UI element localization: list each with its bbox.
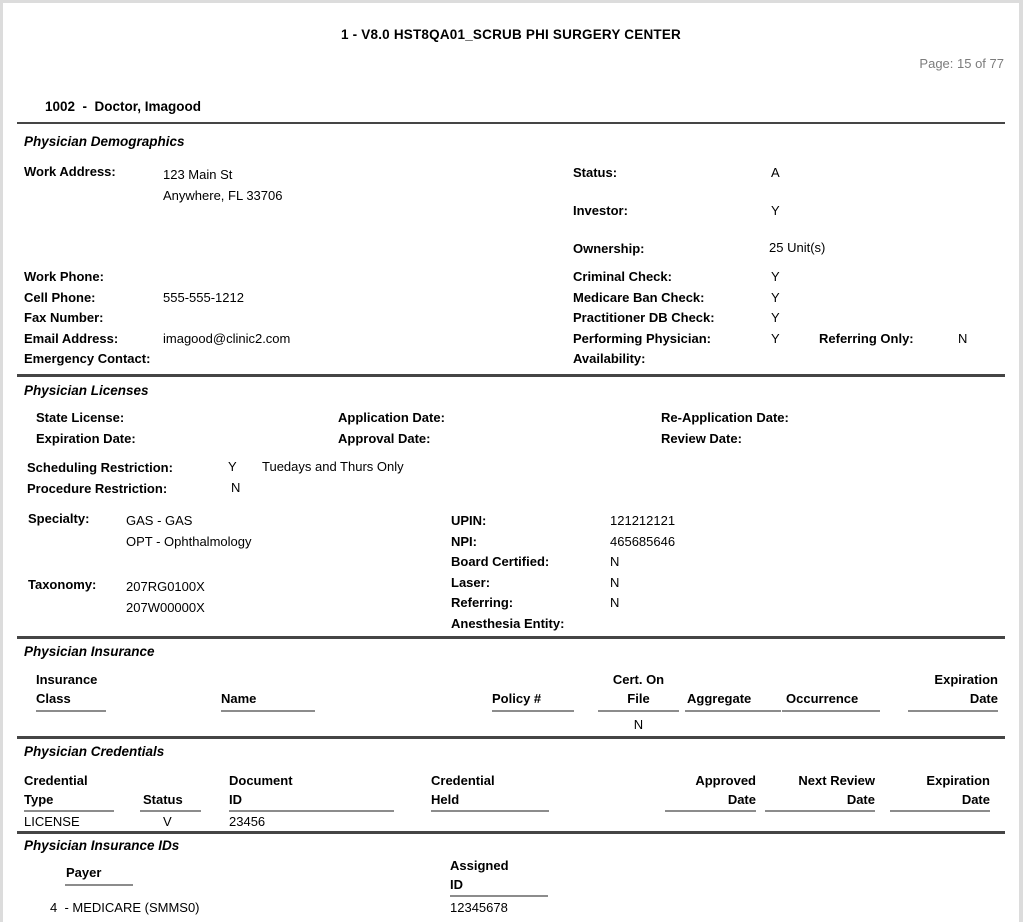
col-name: Name xyxy=(221,691,257,706)
criminal-check-label: Criminal Check: xyxy=(573,269,672,284)
contact-block xyxy=(24,267,290,370)
npi-value: 465685646 xyxy=(610,533,676,549)
col-underline xyxy=(685,710,781,712)
col-approved-l1: Approved xyxy=(695,773,756,788)
board-certified-row xyxy=(451,552,675,573)
cell-phone-label: Cell Phone: xyxy=(24,289,96,305)
performing-physician-row xyxy=(573,329,968,350)
col-underline xyxy=(431,810,549,812)
investor-label: Investor: xyxy=(573,203,628,218)
medicare-ban-check-value: Y xyxy=(771,289,780,305)
insurance-id-row-payer: 4 - MEDICARE (SMMS0) xyxy=(50,900,200,915)
referring-only-label: Referring Only: xyxy=(819,330,914,346)
col-insurance-l1: Insurance xyxy=(36,672,98,687)
criminal-check-row xyxy=(573,267,780,288)
taxonomy-label: Taxonomy: xyxy=(28,577,97,592)
col-credtype-l2: Type xyxy=(24,792,54,807)
col-underline xyxy=(450,895,548,897)
col-cert-l2: File xyxy=(627,691,650,706)
laser-value: N xyxy=(610,574,620,590)
col-assigned-l1: Assigned xyxy=(450,858,509,873)
col-credexp-l1: Expiration xyxy=(926,773,990,788)
referring-row xyxy=(451,593,675,614)
scheduling-restriction-note: Tuedays and Thurs Only xyxy=(262,459,404,474)
col-underline xyxy=(24,810,114,812)
fax-number-label: Fax Number: xyxy=(24,310,104,326)
section-title-licenses: Physician Licenses xyxy=(24,383,149,398)
fax-number-row xyxy=(24,308,290,329)
credential-row-type: LICENSE xyxy=(24,814,80,829)
availability-label: Availability: xyxy=(573,351,646,367)
referring-value: N xyxy=(610,595,620,611)
col-aggregate: Aggregate xyxy=(687,691,752,706)
npi-row xyxy=(451,532,675,553)
work-address-value xyxy=(163,164,282,206)
col-credtype-l1: Credential xyxy=(24,773,88,788)
col-underline xyxy=(229,810,394,812)
work-phone-row xyxy=(24,267,290,288)
col-credexp-l2: Date xyxy=(961,792,990,807)
col-nextreview-l2: Date xyxy=(846,792,875,807)
col-status: Status xyxy=(143,792,183,807)
cell-phone-value: 555-555-1212 xyxy=(163,289,244,305)
col-underline xyxy=(221,710,315,712)
application-date-label: Application Date: xyxy=(338,410,445,425)
upin-row xyxy=(451,511,675,532)
performing-physician-label: Performing Physician: xyxy=(573,330,711,346)
section-title-credentials: Physician Credentials xyxy=(24,744,165,759)
expiration-date-label: Expiration Date: xyxy=(36,431,136,446)
work-address-line1: 123 Main St xyxy=(163,167,233,182)
ownership-label: Ownership: xyxy=(573,241,645,256)
work-address-label: Work Address: xyxy=(24,164,116,179)
col-occurrence: Occurrence xyxy=(786,691,859,706)
checks-block xyxy=(573,267,968,370)
col-underline xyxy=(598,710,679,712)
investor-value: Y xyxy=(771,203,780,218)
col-expiration-l2: Date xyxy=(969,691,998,706)
divider xyxy=(17,122,1005,124)
section-title-demographics: Physician Demographics xyxy=(24,134,185,149)
procedure-restriction-label: Procedure Restriction: xyxy=(27,481,168,496)
email-address-value: imagood@clinic2.com xyxy=(163,330,291,346)
col-cert-l1: Cert. On xyxy=(612,672,665,687)
referring-label: Referring: xyxy=(451,595,514,611)
referring-only-value: N xyxy=(958,330,968,346)
col-underline xyxy=(782,710,880,712)
col-document-l2: ID xyxy=(229,792,242,807)
col-underline xyxy=(65,884,133,886)
emergency-contact-row xyxy=(24,349,290,370)
col-underline xyxy=(765,810,875,812)
status-value: A xyxy=(771,165,780,180)
status-label: Status: xyxy=(573,165,618,180)
email-address-label: Email Address: xyxy=(24,330,119,346)
col-approved-l2: Date xyxy=(727,792,756,807)
physician-heading: 1002 - Doctor, Imagood xyxy=(45,99,202,114)
col-payer: Payer xyxy=(66,865,102,880)
taxonomy-line1: 207RG0100X xyxy=(126,579,205,594)
practitioner-db-check-value: Y xyxy=(771,310,780,326)
ownership-value: 25 Unit(s) xyxy=(769,240,826,255)
col-underline xyxy=(36,710,106,712)
col-underline xyxy=(665,810,756,812)
divider xyxy=(17,736,1005,739)
anesthesia-entity-row xyxy=(451,614,675,635)
scheduling-restriction-value: Y xyxy=(228,459,237,474)
report-title: 1 - V8.0 HST8QA01_SCRUB PHI SURGERY CENTER xyxy=(341,27,681,42)
specialty-line2: OPT - Ophthalmology xyxy=(126,533,252,549)
anesthesia-entity-label: Anesthesia Entity: xyxy=(451,615,565,631)
taxonomy-values xyxy=(126,577,205,618)
col-underline xyxy=(890,810,990,812)
scheduling-restriction-label: Scheduling Restriction: xyxy=(27,460,173,475)
practitioner-db-check-label: Practitioner DB Check: xyxy=(573,310,715,326)
section-title-insurance: Physician Insurance xyxy=(24,644,155,659)
physician-ids-block xyxy=(451,511,675,635)
divider xyxy=(17,374,1005,377)
criminal-check-value: Y xyxy=(771,269,780,284)
board-certified-label: Board Certified: xyxy=(451,554,550,570)
page-indicator: Page: 15 of 77 xyxy=(919,56,1004,71)
practitioner-db-check-row xyxy=(573,308,780,329)
col-credheld-l1: Credential xyxy=(431,773,495,788)
divider xyxy=(17,636,1005,639)
upin-value: 121212121 xyxy=(610,513,676,528)
specialty-line1: GAS - GAS xyxy=(126,513,193,528)
col-underline xyxy=(492,710,574,712)
col-insurance-l2: Class xyxy=(36,691,71,706)
col-policy: Policy # xyxy=(492,691,542,706)
insurance-row-cert-value: N xyxy=(633,717,644,732)
col-expiration-l1: Expiration xyxy=(934,672,998,687)
email-address-row xyxy=(24,329,290,350)
state-license-label: State License: xyxy=(36,410,125,425)
performing-physician-value: Y xyxy=(771,330,780,346)
laser-label: Laser: xyxy=(451,574,491,590)
taxonomy-line2: 207W00000X xyxy=(126,599,205,615)
emergency-contact-label: Emergency Contact: xyxy=(24,351,151,367)
col-underline xyxy=(140,810,201,812)
work-address-line2: Anywhere, FL 33706 xyxy=(163,188,283,203)
col-credheld-l2: Held xyxy=(431,792,460,807)
col-document-l1: Document xyxy=(229,773,293,788)
specialty-label: Specialty: xyxy=(28,511,90,526)
divider xyxy=(17,831,1005,834)
medicare-ban-check-row xyxy=(573,288,780,309)
cell-phone-row xyxy=(24,288,290,309)
upin-label: UPIN: xyxy=(451,513,487,528)
col-assigned-l2: ID xyxy=(450,877,463,892)
credential-row-document-id: 23456 xyxy=(229,814,266,829)
credential-row-status: V xyxy=(163,814,172,829)
npi-label: NPI: xyxy=(451,533,477,549)
medicare-ban-check-label: Medicare Ban Check: xyxy=(573,289,705,305)
review-date-label: Review Date: xyxy=(661,431,742,446)
availability-row xyxy=(573,349,780,370)
board-certified-value: N xyxy=(610,554,620,570)
re-application-date-label: Re-Application Date: xyxy=(661,410,789,425)
col-nextreview-l1: Next Review xyxy=(798,773,875,788)
specialty-values xyxy=(126,511,251,552)
col-underline xyxy=(908,710,998,712)
laser-row xyxy=(451,573,675,594)
procedure-restriction-value: N xyxy=(231,480,241,495)
approval-date-label: Approval Date: xyxy=(338,431,431,446)
insurance-id-row-assigned-id: 12345678 xyxy=(450,900,508,915)
section-title-insurance-ids: Physician Insurance IDs xyxy=(24,838,180,853)
work-phone-label: Work Phone: xyxy=(24,269,104,284)
